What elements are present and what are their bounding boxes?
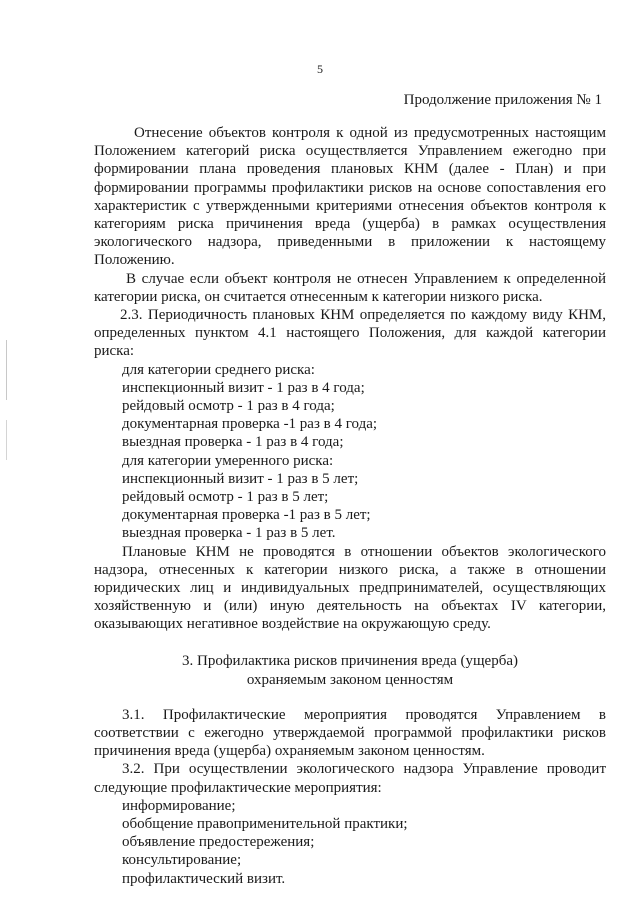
paragraph-prevention-program: 3.1. Профилактические мероприятия проводятся Управлением в соответствии с ежегодно утверждаемой программой профилактики рисков причинения вреда (ущерба) охраняемым законом ценностям.	[94, 706, 606, 760]
list-item: документарная проверка -1 раз в 5 лет;	[122, 507, 371, 524]
paragraph-risk-assignment: Отнесение объектов контроля к одной из предусмотренных настоящим Положением категорий риска осуществляется Управлением ежегодно при формировании плана проведения плановых КНМ (далее - План) и при формировании программы профилактики рисков на основе сопоставления его характеристик с утвержденными критериями отнесения объектов контроля к категориям риска причинения вреда (ущерба) в рамках осуществления экологического надзора, приведенными в приложении к настоящему Положению.	[94, 125, 606, 269]
list-item: профилактический визит.	[122, 870, 286, 887]
list-item: рейдовый осмотр - 1 раз в 5 лет;	[122, 489, 329, 506]
section-3-title	[94, 652, 606, 690]
list-item: объявление предостережения;	[122, 834, 315, 851]
page-number: 5	[317, 62, 323, 76]
risk-periodicity-list	[94, 361, 606, 543]
list-item: инспекционный визит - 1 раз в 4 года;	[122, 379, 365, 396]
list-item: документарная проверка -1 раз в 4 года;	[122, 416, 378, 433]
paragraph-periodicity: 2.3. Периодичность плановых КНМ определяется по каждому виду КНМ, определенных пунктом 4.1 настоящего Положения, для каждой категории риска:	[94, 307, 606, 360]
section-title-line: охраняемым законом ценностям	[246, 671, 454, 688]
scan-edge-mark	[6, 340, 7, 400]
section-title-line: 3. Профилактика рисков причинения вреда (ущерба)	[182, 652, 518, 669]
list-item: для категории умеренного риска:	[122, 452, 334, 469]
paragraph-default-risk: В случае если объект контроля не отнесен Управлением к определенной категории риска, он считается отнесенным к категории низкого риска.	[94, 270, 606, 305]
list-item: информирование;	[122, 797, 236, 814]
paragraph-prevention-measures: 3.2. При осуществлении экологического надзора Управление проводит следующие профилактические мероприятия:	[94, 761, 606, 796]
prevention-measures-list	[94, 797, 606, 888]
document-body	[94, 124, 606, 888]
appendix-header: Продолжение приложения № 1	[403, 92, 602, 108]
list-item: инспекционный визит - 1 раз в 5 лет;	[122, 470, 359, 487]
list-item: выездная проверка - 1 раз в 4 года;	[122, 434, 344, 451]
list-item: обобщение правоприменительной практики;	[122, 815, 408, 832]
list-item: выездная проверка - 1 раз в 5 лет.	[122, 525, 336, 542]
list-item: консультирование;	[122, 852, 242, 869]
list-item: для категории среднего риска:	[122, 361, 315, 378]
list-item: рейдовый осмотр - 1 раз в 4 года;	[122, 398, 335, 415]
scan-edge-mark	[6, 420, 7, 460]
paragraph-low-risk-exemption: Плановые КНМ не проводятся в отношении объектов экологического надзора, отнесенных к категории низкого риска, а также в отношении юридических лиц и индивидуальных предпринимателей, осуществляющих хозяйственную и (или) иную деятельность на объектах IV категории, оказывающих негативное воздействие на окружающую среду.	[94, 543, 606, 633]
